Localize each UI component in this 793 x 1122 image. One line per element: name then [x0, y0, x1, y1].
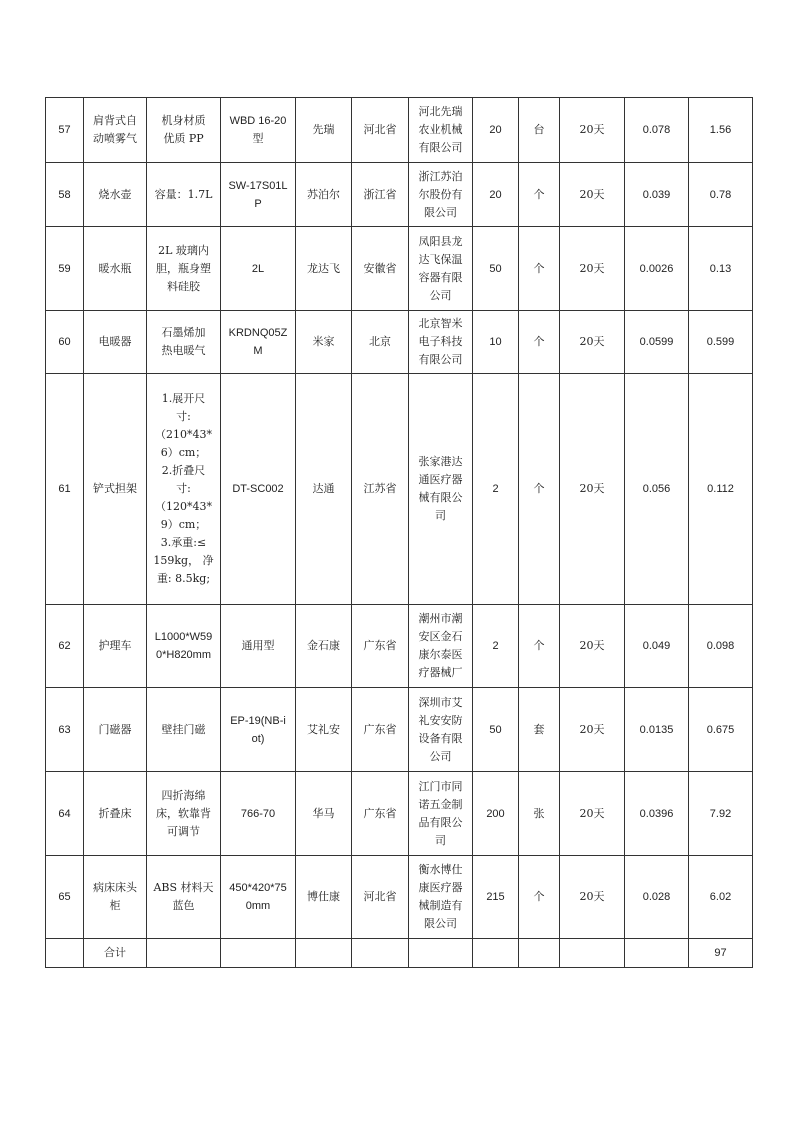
item-quantity: 20: [473, 163, 519, 227]
item-origin: 广东省: [352, 605, 409, 688]
item-quantity: 50: [473, 688, 519, 772]
item-number: 65: [46, 856, 84, 939]
item-model: WBD 16-20 型: [221, 98, 296, 163]
item-total: 0.112: [689, 374, 753, 605]
item-model: 通用型: [221, 605, 296, 688]
item-total: 0.13: [689, 227, 753, 311]
item-name: 铲式担架: [84, 374, 147, 605]
item-unit: 套: [519, 688, 560, 772]
item-name: 暖水瓶: [84, 227, 147, 311]
empty-cell: [409, 939, 473, 968]
footer-label: 合计: [84, 939, 147, 968]
item-model: KRDNQ05ZM: [221, 311, 296, 374]
item-material: 四折海绵 床，软靠背 可调节: [147, 772, 221, 856]
table-row: [46, 605, 753, 688]
item-number: 62: [46, 605, 84, 688]
item-unit: 个: [519, 163, 560, 227]
empty-cell: [221, 939, 296, 968]
item-manufacturer: 浙江苏泊 尔股份有 限公司: [409, 163, 473, 227]
item-unit: 个: [519, 227, 560, 311]
table-row: [46, 856, 753, 939]
item-number: 58: [46, 163, 84, 227]
item-number: 64: [46, 772, 84, 856]
empty-cell: [352, 939, 409, 968]
item-days: 20天: [560, 227, 625, 311]
item-name: 病床床头 柜: [84, 856, 147, 939]
item-total: 6.02: [689, 856, 753, 939]
item-number: 61: [46, 374, 84, 605]
item-brand: 米家: [296, 311, 352, 374]
item-brand: 苏泊尔: [296, 163, 352, 227]
item-unit: 张: [519, 772, 560, 856]
item-origin: 安徽省: [352, 227, 409, 311]
item-material: L1000*W59 0*H820mm: [147, 605, 221, 688]
table-row: [46, 311, 753, 374]
item-quantity: 2: [473, 374, 519, 605]
item-number: 59: [46, 227, 84, 311]
empty-cell: [147, 939, 221, 968]
item-number: 60: [46, 311, 84, 374]
item-manufacturer: 江门市同 诺五金制 品有限公 司: [409, 772, 473, 856]
item-number: 63: [46, 688, 84, 772]
item-quantity: 2: [473, 605, 519, 688]
item-total: 0.098: [689, 605, 753, 688]
item-days: 20天: [560, 163, 625, 227]
item-name: 电暖器: [84, 311, 147, 374]
item-unit: 个: [519, 856, 560, 939]
item-days: 20天: [560, 772, 625, 856]
item-manufacturer: 凤阳县龙 达飞保温 容器有限 公司: [409, 227, 473, 311]
item-origin: 河北省: [352, 98, 409, 163]
item-days: 20天: [560, 311, 625, 374]
item-brand: 先瑞: [296, 98, 352, 163]
item-quantity: 50: [473, 227, 519, 311]
item-number: 57: [46, 98, 84, 163]
item-origin: 江苏省: [352, 374, 409, 605]
item-price: 0.039: [625, 163, 689, 227]
empty-cell: [560, 939, 625, 968]
item-total: 0.675: [689, 688, 753, 772]
empty-cell: [296, 939, 352, 968]
item-brand: 龙达飞: [296, 227, 352, 311]
table-row: [46, 374, 753, 605]
item-material: 机身材质 优质 PP: [147, 98, 221, 163]
equipment-table: [45, 97, 753, 968]
item-origin: 广东省: [352, 772, 409, 856]
item-brand: 博仕康: [296, 856, 352, 939]
footer-total: 97: [689, 939, 753, 968]
table-body: [46, 98, 753, 968]
item-origin: 广东省: [352, 688, 409, 772]
item-total: 0.78: [689, 163, 753, 227]
item-origin: 北京: [352, 311, 409, 374]
item-manufacturer: 北京智米 电子科技 有限公司: [409, 311, 473, 374]
item-model: 450*420*75 0mm: [221, 856, 296, 939]
item-total: 0.599: [689, 311, 753, 374]
item-brand: 艾礼安: [296, 688, 352, 772]
item-unit: 台: [519, 98, 560, 163]
item-brand: 金石康: [296, 605, 352, 688]
item-days: 20天: [560, 98, 625, 163]
item-total: 7.92: [689, 772, 753, 856]
item-days: 20天: [560, 374, 625, 605]
item-days: 20天: [560, 688, 625, 772]
item-price: 0.049: [625, 605, 689, 688]
item-brand: 华马: [296, 772, 352, 856]
table-row: [46, 772, 753, 856]
item-price: 0.0599: [625, 311, 689, 374]
item-model: DT-SC002: [221, 374, 296, 605]
item-unit: 个: [519, 374, 560, 605]
table-row: [46, 688, 753, 772]
item-name: 烧水壶: [84, 163, 147, 227]
item-model: SW-17S01LP: [221, 163, 296, 227]
item-material: 壁挂门磁: [147, 688, 221, 772]
item-price: 0.0135: [625, 688, 689, 772]
empty-cell: [46, 939, 84, 968]
empty-cell: [625, 939, 689, 968]
item-model: 766-70: [221, 772, 296, 856]
item-brand: 达通: [296, 374, 352, 605]
item-origin: 河北省: [352, 856, 409, 939]
item-material: 1.展开尺 寸: （210*43* 6）cm； 2.折叠尺 寸: （120*43* 9）cm； 3.承重:≤ 159kg， 净 重: 8.5kg;: [147, 374, 221, 605]
item-manufacturer: 潮州市潮 安区金石 康尔泰医 疗器械厂: [409, 605, 473, 688]
item-name: 护理车: [84, 605, 147, 688]
item-price: 0.0396: [625, 772, 689, 856]
item-days: 20天: [560, 856, 625, 939]
table-row: [46, 227, 753, 311]
item-material: ABS 材料天 蓝色: [147, 856, 221, 939]
empty-cell: [473, 939, 519, 968]
item-quantity: 20: [473, 98, 519, 163]
item-model: EP-19(NB-i ot): [221, 688, 296, 772]
item-unit: 个: [519, 311, 560, 374]
table-row: [46, 163, 753, 227]
item-price: 0.028: [625, 856, 689, 939]
item-origin: 浙江省: [352, 163, 409, 227]
item-material: 2L 玻璃内 胆，瓶身塑 料硅胶: [147, 227, 221, 311]
empty-cell: [519, 939, 560, 968]
item-total: 1.56: [689, 98, 753, 163]
item-name: 肩背式自 动喷雾气: [84, 98, 147, 163]
table-row: [46, 98, 753, 163]
item-manufacturer: 深圳市艾 礼安安防 设备有限 公司: [409, 688, 473, 772]
item-quantity: 200: [473, 772, 519, 856]
item-quantity: 10: [473, 311, 519, 374]
table-footer-row: [46, 939, 753, 968]
item-price: 0.078: [625, 98, 689, 163]
item-manufacturer: 衡水博仕 康医疗器 械制造有 限公司: [409, 856, 473, 939]
item-material: 容量：1.7L: [147, 163, 221, 227]
item-days: 20天: [560, 605, 625, 688]
item-manufacturer: 河北先瑞 农业机械 有限公司: [409, 98, 473, 163]
item-unit: 个: [519, 605, 560, 688]
item-manufacturer: 张家港达 通医疗器 械有限公 司: [409, 374, 473, 605]
item-quantity: 215: [473, 856, 519, 939]
item-model: 2L: [221, 227, 296, 311]
item-price: 0.0026: [625, 227, 689, 311]
item-name: 折叠床: [84, 772, 147, 856]
item-material: 石墨烯加 热电暖气: [147, 311, 221, 374]
item-name: 门磁器: [84, 688, 147, 772]
item-price: 0.056: [625, 374, 689, 605]
